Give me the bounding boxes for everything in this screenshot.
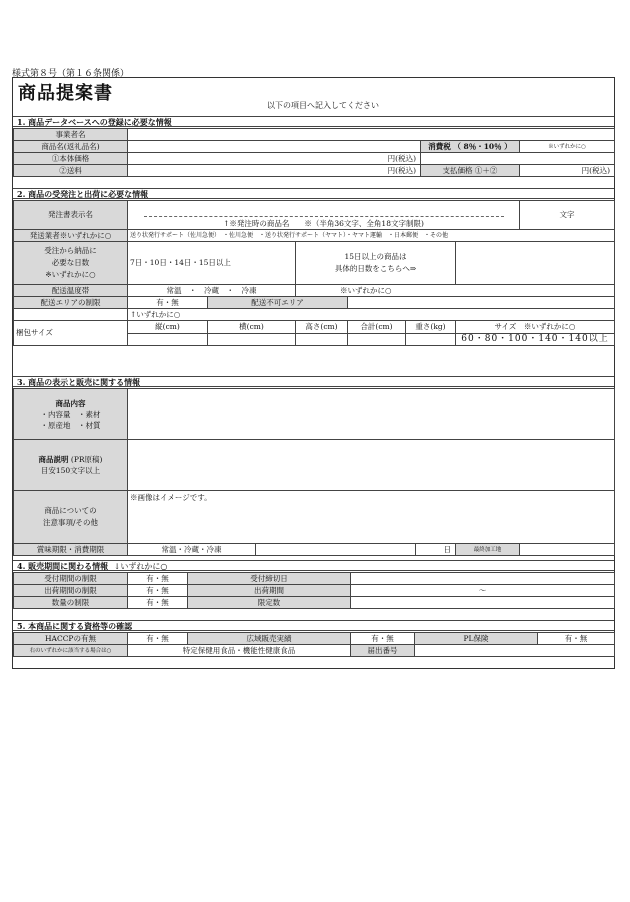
notes-field[interactable]: ※画像はイメージです。 [128,491,615,544]
carrier-options[interactable]: 送り状発行サポート（佐川急便） ・佐川急便 ・送り状発行サポート（ヤマト）・ヤマト運輸 ・日本郵便 ・その他 [128,230,615,242]
temp-label: 配送温度帯 [14,285,128,297]
foods-options[interactable]: 特定保健用食品・機能性健康食品 [128,645,351,657]
description-label: 商品説明 (PR原稿) 目安150文字以上 [14,440,128,491]
pack-note: ↑いずれかに○ [128,309,615,321]
dim-sum-field[interactable] [348,333,406,346]
payment-label: 支払価格 ①＋② [421,165,520,177]
order-deadline-field[interactable] [351,573,615,585]
payment-field[interactable]: 円(税込) [520,165,615,177]
expiry-days-field[interactable] [256,544,416,556]
notify-no-label: 届出番号 [351,645,415,657]
content-label: 商品内容 ・内容量 ・素材 ・原産地 ・材質 [14,389,128,440]
area-limit-label: 配送エリアの制限 [14,297,128,309]
section-4-table [13,572,615,609]
dim-height-header: 横(cm) [208,321,296,334]
dim-depth-field[interactable] [296,333,348,346]
order-name-guide-line [144,216,504,217]
business-name-field[interactable] [128,129,615,141]
order-name-field[interactable] [128,201,520,230]
notes-label: 商品についての 注意事項/その他 [14,491,128,544]
base-price-blank [421,153,615,165]
section-1-heading: 1. 商品データベースへの登録に必要な情報 [13,116,614,127]
wide-area-yes-no[interactable]: 有・無 [351,633,415,645]
applicable-label: 右のいずれかに該当する場合は○ [14,645,128,657]
lead-time-label: 受注から納品に 必要な日数 ※いずれかに○ [14,242,128,285]
char-count-unit: 文字 [520,201,615,230]
section-3-heading: 3. 商品の表示と販売に関する情報 [13,376,614,387]
no-area-field[interactable] [348,297,615,309]
ship-range-field[interactable]: 〜 [351,585,615,597]
ship-period-yes-no[interactable]: 有・無 [128,585,188,597]
content-field[interactable] [128,389,615,440]
temp-options[interactable]: 常温 ・ 冷蔵 ・ 冷凍 [128,285,296,297]
form-number: 様式第８号（第１６条関係） [12,69,130,79]
limited-qty-label: 限定数 [188,597,351,609]
section-5-table [13,632,615,657]
ship-range-label: 出荷期間 [188,585,351,597]
section-1-table [13,128,615,177]
tax-note: ※いずれかに○ [520,141,615,153]
lead-days-field[interactable] [456,242,615,285]
carrier-label: 発送業者※いずれかに○ [14,230,128,242]
pl-insurance-yes-no[interactable]: 有・無 [538,633,615,645]
pack-size-label: 梱包サイズ [14,321,128,346]
temp-note: ※いずれかに○ [296,285,615,297]
product-name-label: 商品名(返礼品名) [14,141,128,153]
section-4-heading: 4. 販売期間に関わる情報 ↓いずれかに○ [13,560,614,571]
section-5-heading: 5. 本商品に関する資格等の確認 [13,620,614,631]
section-2-table [13,200,615,346]
section-2-heading: 2. 商品の受発注と出荷に必要な情報 [13,188,614,199]
qty-limit-label: 数量の制限 [14,597,128,609]
size-options[interactable]: 60・80・100・140・140以上 [456,333,615,346]
lead-over-note: 15日以上の商品は 具体的日数をこちらへ⇒ [296,242,456,285]
shipping-field[interactable]: 円(税込) [128,165,421,177]
final-site-label: 最終加工地 [456,544,520,556]
order-period-label: 受付期間の制限 [14,573,128,585]
area-limit-yes-no[interactable]: 有・無 [128,297,208,309]
haccp-yes-no[interactable]: 有・無 [128,633,188,645]
weight-header: 重さ(kg) [406,321,456,334]
weight-field[interactable] [406,333,456,346]
ship-period-label: 出荷期間の制限 [14,585,128,597]
description-field[interactable] [128,440,615,491]
expiry-options[interactable]: 常温・冷蔵・冷凍 [128,544,256,556]
dim-width-header: 縦(cm) [128,321,208,334]
order-period-yes-no[interactable]: 有・無 [128,573,188,585]
form-title: 商品提案書 [18,83,113,104]
wide-area-label: 広域販売実績 [188,633,351,645]
order-deadline-label: 受付締切日 [188,573,351,585]
tax-label[interactable]: 消費税 （ 8％・10％ ） [421,141,520,153]
qty-limit-yes-no[interactable]: 有・無 [128,597,188,609]
order-name-label: 発注書表示名 [14,201,128,230]
dim-height-field[interactable] [208,333,296,346]
dim-width-field[interactable] [128,333,208,346]
expiry-day-unit: 日 [416,544,456,556]
size-header: サイズ ※いずれかに○ [456,321,615,334]
business-name-label: 事業者名 [14,129,128,141]
no-area-label: 配送不可エリア [208,297,348,309]
order-name-note: ↑※発注時の商品名 ※（半角36文字、全角18文字制限) [223,219,424,228]
expiry-label: 賞味期限・消費期限 [14,544,128,556]
shipping-label: ②送料 [14,165,128,177]
proposal-form [12,77,615,669]
base-price-field[interactable]: 円(税込) [128,153,421,165]
final-site-field[interactable] [520,544,615,556]
notify-no-field[interactable] [415,645,615,657]
base-price-label: ①本体価格 [14,153,128,165]
dim-depth-header: 高さ(cm) [296,321,348,334]
limited-qty-field[interactable] [351,597,615,609]
lead-days-options[interactable]: 7日・10日・14日・15日以上 [128,242,296,285]
pack-note-spacer [14,309,128,321]
haccp-label: HACCPの有無 [14,633,128,645]
section-3-table [13,388,615,556]
dim-sum-header: 合計(cm) [348,321,406,334]
instruction-text: 以下の項目へ記入してください [267,101,379,110]
product-name-field[interactable] [128,141,421,153]
pl-insurance-label: PL保険 [415,633,538,645]
